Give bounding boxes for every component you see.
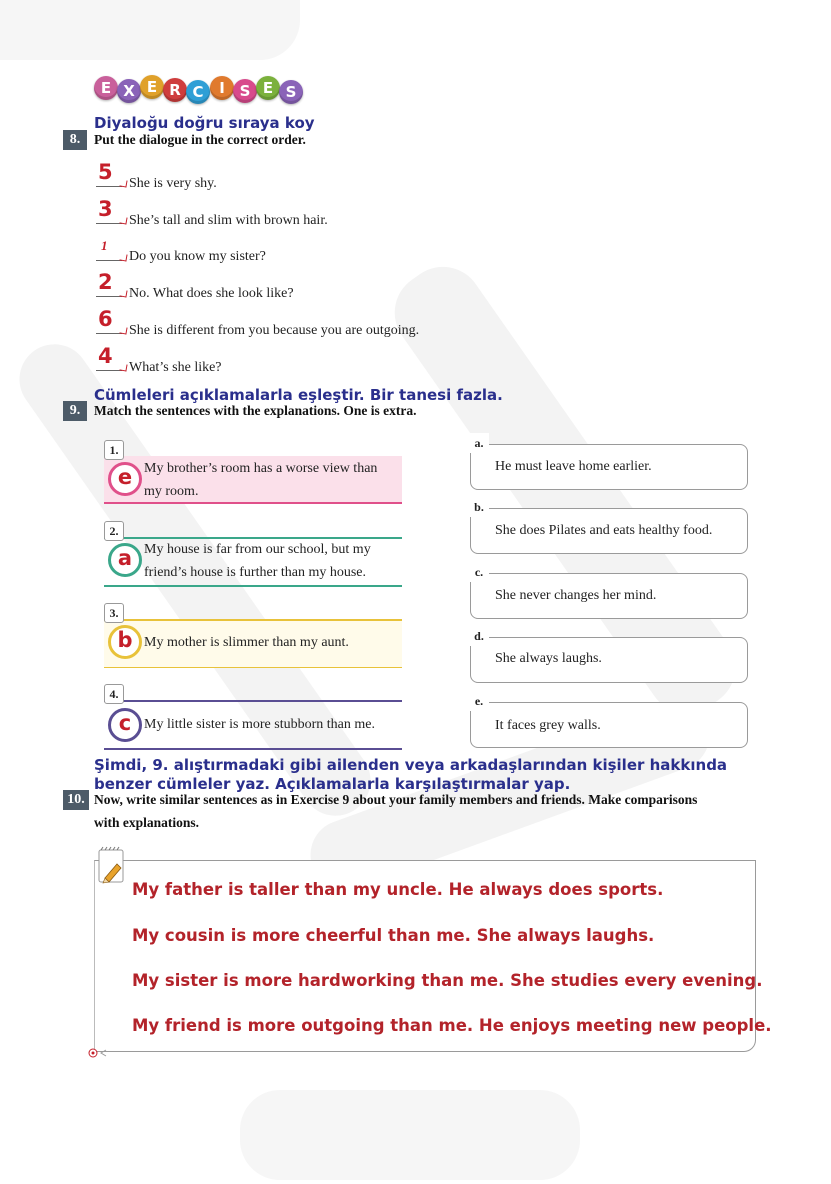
explanation-box-d	[470, 629, 748, 683]
sentence-number: 1.	[104, 440, 124, 460]
explanation-box-e	[470, 694, 748, 748]
explanation-letter: a.	[469, 433, 489, 453]
watermark-shape	[240, 1090, 580, 1180]
ex8-number: 8.	[63, 130, 87, 150]
explanation-box-a	[470, 436, 748, 490]
answer-digit: 2	[98, 270, 113, 294]
answer-digit: 5	[98, 160, 113, 184]
sentence-box-2	[104, 521, 404, 587]
written-sentence: My sister is more hardworking than me. She studies every evening.	[132, 971, 763, 990]
ex10-number: 10.	[63, 790, 89, 810]
logo-letter: S	[279, 80, 303, 104]
explanation-letter: b.	[469, 497, 489, 517]
sentence-number: 3.	[104, 603, 124, 623]
sentence-box-4	[104, 684, 404, 750]
answer-digit: 6	[98, 307, 113, 331]
logo-letter: I	[210, 76, 234, 100]
sentence-number: 4.	[104, 684, 124, 704]
ex9-title-tr: Cümleleri açıklamalarla eşleştir. Bir tanesi fazla.	[94, 386, 503, 404]
answer-blank[interactable]	[94, 160, 126, 190]
explanation-text: It faces grey walls.	[495, 718, 601, 733]
answer-circle[interactable]: e	[108, 462, 142, 496]
logo-letter: E	[140, 75, 164, 99]
notepad-pencil-icon	[97, 846, 127, 884]
explanation-text: She does Pilates and eats healthy food.	[495, 523, 713, 538]
sentence-box-3	[104, 603, 404, 667]
answer-digit: 1	[101, 238, 108, 253]
dialogue-line: No. What does she look like?	[129, 286, 294, 301]
ex10-title-tr-line2: benzer cümleler yaz. Açıklamalarla karşılaştırmalar yap.	[94, 775, 571, 793]
ex8-title-en: Put the dialogue in the correct order.	[94, 132, 306, 147]
sentence-number: 2.	[104, 521, 124, 541]
explanation-box-b	[470, 500, 748, 554]
explanation-text: She never changes her mind.	[495, 588, 657, 603]
logo-letter: X	[117, 79, 141, 103]
logo-letter: E	[256, 76, 280, 100]
dialogue-line: She’s tall and slim with brown hair.	[129, 213, 328, 228]
explanation-text: He must leave home earlier.	[495, 459, 652, 474]
ex10-title-en-line2: with explanations.	[94, 815, 200, 830]
dialogue-line: She is different from you because you are outgoing.	[129, 323, 420, 338]
ex10-title-en-line1: Now, write similar sentences as in Exercise 9 about your family members and friends. Make comparisons	[94, 792, 698, 807]
sentence-text: My house is far from our school, but my friend’s house is further than my house.	[144, 542, 371, 580]
logo-letter: S	[233, 79, 257, 103]
answer-circle[interactable]: c	[108, 708, 142, 742]
answer-blank[interactable]	[94, 270, 126, 300]
explanation-letter: e.	[469, 691, 489, 711]
explanation-box-c	[470, 565, 748, 619]
written-sentence: My father is taller than my uncle. He always does sports.	[132, 880, 664, 899]
answer-blank[interactable]	[94, 238, 126, 264]
answer-blank[interactable]	[94, 307, 126, 337]
explanation-text: She always laughs.	[495, 651, 602, 666]
explanation-letter: c.	[469, 562, 489, 582]
sentence-text: My little sister is more stubborn than me.	[144, 717, 375, 732]
ex9-title-en: Match the sentences with the explanations. One is extra.	[94, 403, 417, 418]
logo-letter: E	[94, 76, 118, 100]
ex10-title-tr-line1: Şimdi, 9. alıştırmadaki gibi ailenden veya arkadaşlarından kişiler hakkında	[94, 756, 728, 774]
answer-blank[interactable]	[94, 344, 126, 374]
sentence-text: My brother’s room has a worse view than my room.	[144, 461, 378, 499]
sentence-text: My mother is slimmer than my aunt.	[144, 635, 349, 650]
answer-circle[interactable]: b	[108, 625, 142, 659]
dialogue-line: What’s she like?	[129, 360, 222, 375]
exercises-logo	[94, 74, 314, 104]
written-sentence: My cousin is more cheerful than me. She always laughs.	[132, 926, 655, 945]
sentence-box-1	[104, 440, 404, 506]
dialogue-line: She is very shy.	[129, 176, 217, 191]
answer-circle[interactable]: a	[108, 543, 142, 577]
ex8-title-tr: Diyaloğu doğru sıraya koy	[94, 114, 315, 132]
explanation-letter: d.	[469, 626, 489, 646]
answer-blank[interactable]	[94, 197, 126, 227]
logo-letter: R	[163, 78, 187, 102]
logo-letter: C	[186, 80, 210, 104]
dialogue-line: Do you know my sister?	[129, 249, 266, 264]
ex9-number: 9.	[63, 401, 87, 421]
watermark-shape	[0, 0, 300, 60]
answer-digit: 4	[98, 344, 113, 368]
corner-marker-icon	[88, 1045, 104, 1055]
written-sentence: My friend is more outgoing than me. He enjoys meeting new people.	[132, 1016, 772, 1035]
answer-digit: 3	[98, 197, 113, 221]
